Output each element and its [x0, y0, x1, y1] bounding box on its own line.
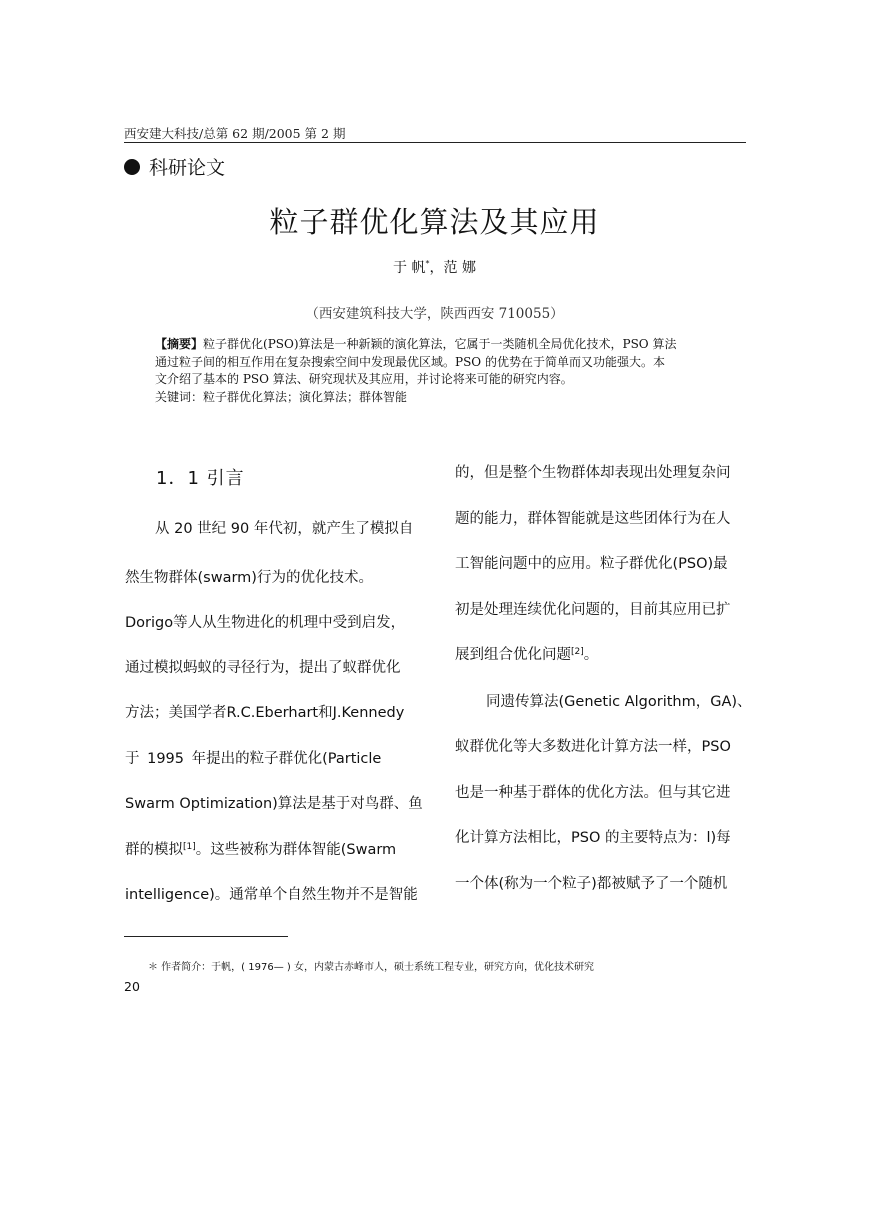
section-type [124, 153, 225, 180]
body-line: 从 20 世纪 90 年代初，就产生了模拟自 [155, 521, 414, 537]
footnote: ＊ 作者简介：于帆，( 1976— ) 女，内蒙古赤峰市人，硕士系统工程专业，研究方向，优化技术研究 [148, 962, 594, 973]
author-1-mark: * [425, 259, 430, 268]
body-line: intelligence)。通常单个自然生物并不是智能 [125, 887, 418, 903]
citation-ref: [2] [571, 647, 584, 657]
abstract-line: 通过粒子间的相互作用在复杂搜索空间中发现最优区域。PSO 的优势在于简单而又功能强大。本 [155, 354, 665, 369]
running-head: 西安建大科技/总第 62 期/2005 第 2 期 [124, 126, 346, 141]
keywords: 关键词：粒子群优化算法；演化算法；群体智能 [155, 389, 408, 404]
abstract [155, 336, 730, 406]
author-1: 于 帆 [393, 260, 426, 276]
body-line: 于 1995 年提出的粒子群优化(Particle [125, 751, 382, 767]
affiliation: （西安建筑科技大学，陕西西安 710055） [305, 306, 564, 322]
authors [0, 257, 869, 277]
body-line: 也是一种基于群体的优化方法。但与其它进 [455, 785, 731, 801]
abstract-label: 【摘要】 [155, 337, 204, 351]
abstract-line: 文介绍了基本的 PSO 算法、研究现状及其应用，并讨论将来可能的研究内容。 [155, 372, 573, 386]
body-line: 方法；美国学者R.C.Eberhart和J.Kennedy [125, 705, 405, 721]
page-number: 20 [124, 979, 140, 994]
abstract-line: 【摘要】粒子群优化(PSO)算法是一种新颖的演化算法，它属于一类随机全局优化技术，PSO 算法 [155, 337, 677, 351]
body-line: 群的模拟[1]。这些被称为群体智能(Swarm [125, 842, 397, 858]
section-type-label: 科研论文 [149, 157, 226, 179]
author-2: 范 娜 [443, 260, 476, 276]
section-heading: 1．1 引言 [156, 468, 245, 489]
footnote-rule [124, 936, 288, 937]
body-line: 化计算方法相比，PSO 的主要特点为：l)每 [455, 830, 731, 846]
body-line: 工智能问题中的应用。粒子群优化(PSO)最 [455, 556, 728, 572]
body-line: 题的能力，群体智能就是这些团体行为在人 [455, 511, 731, 527]
body-line: 蚁群优化等大多数进化计算方法一样，PSO [455, 739, 731, 755]
body-line: 同遗传算法(Genetic Algorithm，GA)、 [486, 694, 752, 710]
body-line: 展到组合优化问题[2]。 [455, 647, 599, 663]
body-line: 然生物群体(swarm)行为的优化技术。 [125, 570, 373, 586]
body-line: Swarm Optimization)算法是基于对鸟群、鱼 [125, 796, 423, 812]
body-line: 通过模拟蚂蚁的寻径行为，提出了蚁群优化 [125, 660, 401, 676]
body-line: 一个体(称为一个粒子)都被赋予了一个随机 [455, 876, 728, 892]
body-line: 的，但是整个生物群体却表现出处理复杂问 [455, 465, 731, 481]
body-line: Dorigo等人从生物进化的机理中受到启发， [125, 615, 406, 631]
citation-ref: [1] [183, 842, 196, 852]
bullet-dot-icon [124, 159, 140, 175]
paper-title: 粒子群优化算法及其应用 [269, 205, 600, 239]
header-rule [124, 142, 746, 143]
author-separator: ， [429, 260, 444, 276]
body-line: 初是处理连续优化问题的，目前其应用已扩 [455, 602, 731, 618]
